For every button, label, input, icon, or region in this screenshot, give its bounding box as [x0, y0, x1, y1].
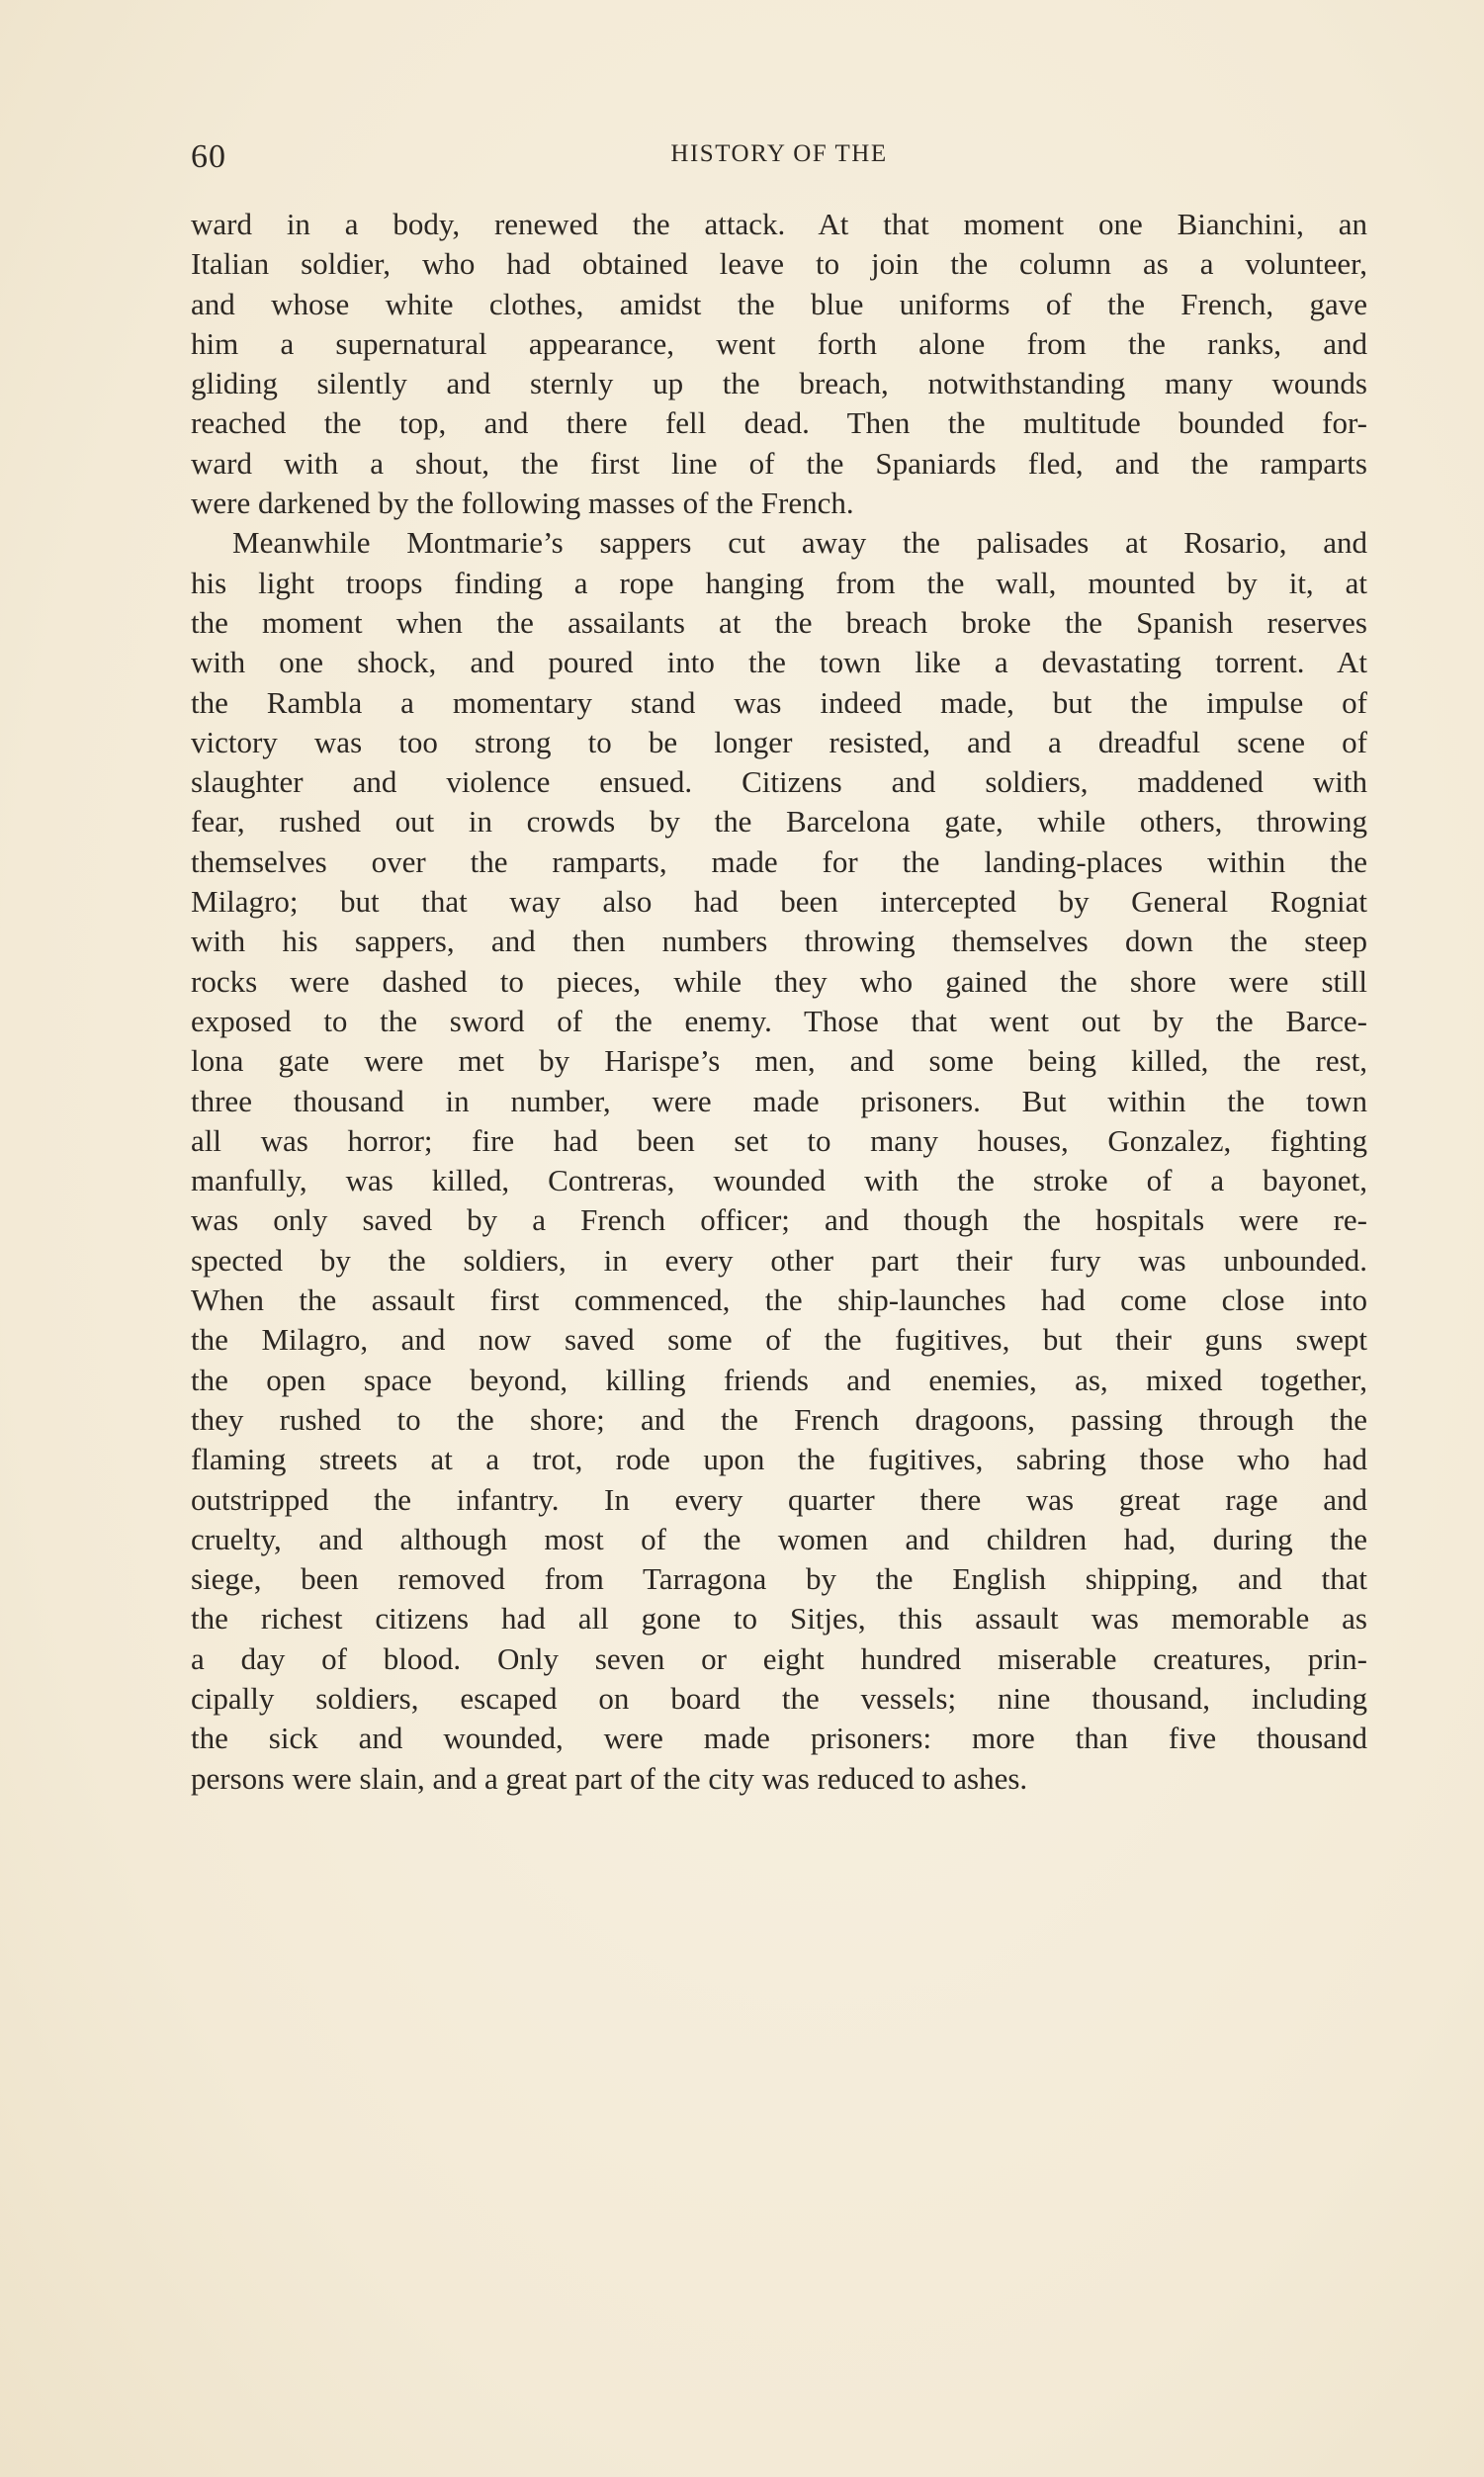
- text-line: a day of blood. Only seven or eight hundred miserable creatures, prin-: [191, 1640, 1367, 1676]
- text-line: ward with a shout, the first line of the Spaniards fled, and the ramparts: [191, 445, 1367, 481]
- text-line: ward in a body, renewed the attack. At that moment one Bianchini, an: [191, 207, 1367, 241]
- text-line: the Milagro, and now saved some of the fugitives, but their guns swept: [191, 1322, 1367, 1358]
- text-line: flaming streets at a trot, rode upon the fugitives, sabring those who had: [191, 1442, 1367, 1477]
- running-head: [191, 138, 1367, 178]
- body-text: [191, 205, 1367, 1799]
- text-line: they rushed to the shore; and the French dragoons, passing through the: [191, 1401, 1367, 1437]
- text-line: his light troops finding a rope hanging from the wall, mounted by it, at: [191, 565, 1367, 600]
- text-line: the Rambla a momentary stand was indeed made, but the impulse of: [191, 684, 1367, 720]
- text-line: was only saved by a French officer; and though the hospitals were re-: [191, 1202, 1367, 1238]
- text-line: Milagro; but that way also had been intercepted by General Rogniat: [191, 884, 1367, 920]
- text-line: Meanwhile Montmarie’s sappers cut away the palisades at Rosario, and: [232, 525, 1367, 561]
- text-line: were darkened by the following masses of the French.: [191, 486, 854, 521]
- text-line: persons were slain, and a great part of the city was reduced to ashes.: [191, 1760, 1028, 1796]
- text-line: manfully, was killed, Contreras, wounded with the stroke of a bayonet,: [191, 1163, 1367, 1198]
- page-number: 60: [191, 138, 226, 175]
- text-line: the richest citizens had all gone to Sitjes, this assault was memorable as: [191, 1601, 1367, 1637]
- text-line: the open space beyond, killing friends and enemies, as, mixed together,: [191, 1362, 1367, 1397]
- text-line: gliding silently and sternly up the breach, notwithstanding many wounds: [191, 366, 1367, 401]
- text-line: cipally soldiers, escaped on board the vessels; nine thousand, including: [191, 1680, 1367, 1716]
- text-line: victory was too strong to be longer resisted, and a dreadful scene of: [191, 724, 1367, 759]
- text-line: Italian soldier, who had obtained leave to join the column as a volunteer,: [191, 246, 1367, 282]
- text-line: fear, rushed out in crowds by the Barcelona gate, while others, throwing: [191, 804, 1367, 840]
- text-line: and whose white clothes, amidst the blue uniforms of the French, gave: [191, 286, 1367, 321]
- text-line: the sick and wounded, were made prisoners: more than five thousand: [191, 1721, 1367, 1756]
- text-line: slaughter and violence ensued. Citizens and soldiers, maddened with: [191, 764, 1367, 800]
- text-line: When the assault first commenced, the ship-launches had come close into: [191, 1283, 1367, 1318]
- text-line: the moment when the assailants at the breach broke the Spanish reserves: [191, 604, 1367, 640]
- text-line: spected by the soldiers, in every other part their fury was unbounded.: [191, 1242, 1367, 1278]
- text-line: reached the top, and there fell dead. Then the multitude bounded for-: [191, 405, 1367, 441]
- text-line: with his sappers, and then numbers throwing themselves down the steep: [191, 924, 1367, 959]
- text-line: all was horror; fire had been set to many houses, Gonzalez, fighting: [191, 1122, 1367, 1158]
- text-line: themselves over the ramparts, made for the landing-places within the: [191, 843, 1367, 879]
- text-line: cruelty, and although most of the women and children had, during the: [191, 1521, 1367, 1556]
- text-line: lona gate were met by Harispe’s men, and some being killed, the rest,: [191, 1043, 1367, 1079]
- text-line: three thousand in number, were made prisoners. But within the town: [191, 1083, 1367, 1118]
- text-line: exposed to the sword of the enemy. Those that went out by the Barce-: [191, 1003, 1367, 1038]
- text-line: outstripped the infantry. In every quarter there was great rage and: [191, 1481, 1367, 1517]
- text-line: him a supernatural appearance, went forth alone from the ranks, and: [191, 325, 1367, 361]
- running-title: HISTORY OF THE: [670, 140, 888, 167]
- text-line: with one shock, and poured into the town like a devastating torrent. At: [191, 645, 1367, 680]
- text-line: siege, been removed from Tarragona by the English shipping, and that: [191, 1561, 1367, 1597]
- text-line: rocks were dashed to pieces, while they who gained the shore were still: [191, 963, 1367, 999]
